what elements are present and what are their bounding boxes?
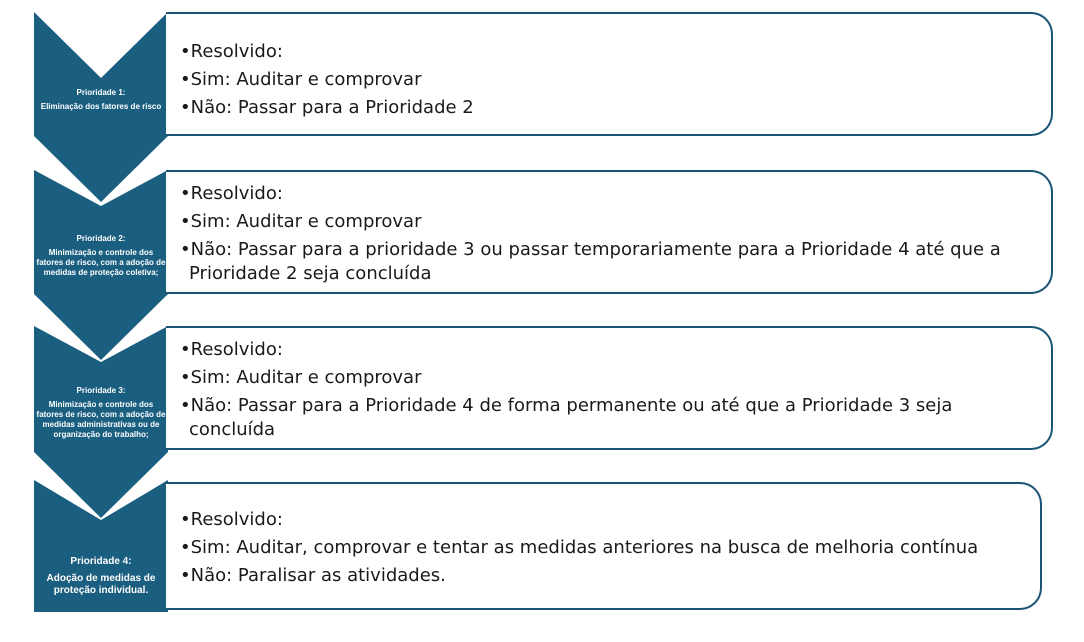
step-1-description: Eliminação dos fatores de risco bbox=[40, 102, 162, 111]
step-1-title: Prioridade 1: bbox=[76, 88, 126, 97]
step-3-detail-box bbox=[166, 326, 1053, 450]
step-2-detail-box bbox=[166, 170, 1053, 294]
step-3-item-yes: •Sim: Auditar e comprovar bbox=[180, 367, 422, 388]
step-2-item-no: •Não: Passar para a prioridade 3 ou passar temporariamente para a Prioridade 4 até que a Prioridade 2 seja concluída bbox=[180, 239, 1001, 284]
step-3-item-no: •Não: Passar para a Prioridade 4 de forma permanente ou até que a Prioridade 3 seja concluída bbox=[180, 395, 953, 440]
step-1-detail-box bbox=[166, 12, 1053, 136]
step-1-item-yes: •Sim: Auditar e comprovar bbox=[180, 69, 422, 90]
step-2-item-yes: •Sim: Auditar e comprovar bbox=[180, 211, 422, 232]
step-3-item-resolved: •Resolvido: bbox=[180, 339, 283, 360]
step-3-description: Minimização e controle dos fatores de risco, com a adoção de medidas administrativas ou de organização do trabalho; bbox=[36, 400, 166, 439]
step-4-item-resolved: •Resolvido: bbox=[180, 509, 283, 530]
step-2-description: Minimização e controle dos fatores de risco, com a adoção de medidas de proteção coletiva; bbox=[36, 248, 166, 277]
step-4-item-yes: •Sim: Auditar, comprovar e tentar as medidas anteriores na busca de melhoria contínua bbox=[180, 537, 979, 558]
step-2-title: Prioridade 2: bbox=[76, 234, 126, 243]
step-1-label bbox=[36, 88, 166, 112]
step-4-description: Adoção de medidas de proteção individual. bbox=[46, 572, 156, 596]
step-1-item-no: •Não: Passar para a Prioridade 2 bbox=[180, 97, 474, 118]
step-1-item-resolved: •Resolvido: bbox=[180, 41, 283, 62]
step-2-item-resolved: •Resolvido: bbox=[180, 183, 283, 204]
step-4-item-no: •Não: Paralisar as atividades. bbox=[180, 565, 446, 586]
step-4-label bbox=[36, 556, 166, 598]
step-4-title: Prioridade 4: bbox=[70, 556, 132, 567]
step-4-detail-box bbox=[166, 482, 1042, 610]
step-2-label bbox=[36, 234, 166, 278]
chevron-step-1 bbox=[34, 12, 168, 136]
step-3-label bbox=[36, 386, 166, 440]
step-3-title: Prioridade 3: bbox=[76, 386, 126, 395]
